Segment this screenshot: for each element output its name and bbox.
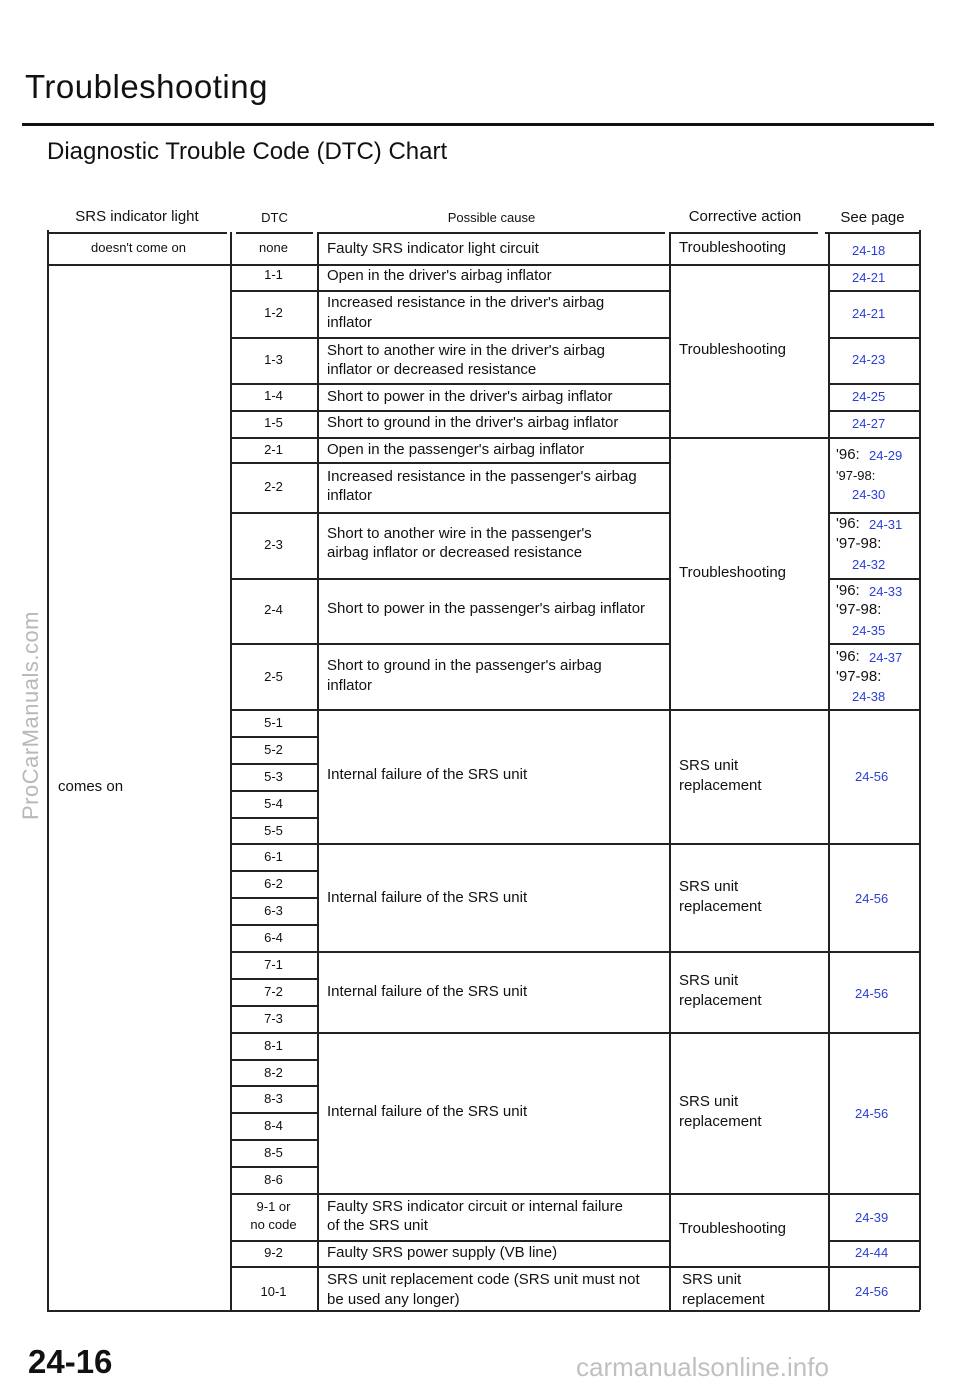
- year-label: '96:: [836, 515, 860, 532]
- action-text: SRS unit: [679, 757, 739, 774]
- row-divider: [317, 383, 669, 385]
- row-divider: [230, 978, 317, 980]
- action-text: replacement: [679, 777, 762, 794]
- row-divider: [669, 1266, 828, 1268]
- row-divider: [828, 290, 919, 292]
- row-divider: [230, 643, 317, 645]
- dtc-code: 6-1: [264, 849, 283, 864]
- page-link[interactable]: 24-23: [852, 352, 886, 367]
- action-text: Troubleshooting: [679, 1220, 787, 1237]
- row-divider: [669, 1193, 828, 1195]
- cause-text: inflator: [327, 677, 373, 694]
- column-divider: [669, 232, 671, 1310]
- page-number: 24-16: [28, 1343, 113, 1380]
- chart-subtitle: Diagnostic Trouble Code (DTC) Chart: [47, 138, 448, 165]
- year-label: '97-98:: [836, 535, 882, 552]
- row-divider: [230, 951, 317, 953]
- header-srs-indicator: SRS indicator light: [75, 208, 199, 225]
- dtc-code: 9-1 or: [256, 1199, 291, 1214]
- dtc-code: none: [259, 240, 288, 255]
- dtc-code: 6-2: [264, 876, 283, 891]
- header-underline: [318, 232, 665, 234]
- row-divider: [828, 1032, 919, 1034]
- row-divider: [230, 763, 317, 765]
- header-underline: [825, 232, 920, 234]
- row-divider: [230, 337, 317, 339]
- row-divider: [317, 951, 669, 953]
- dtc-code: 6-3: [264, 903, 283, 918]
- row-divider: [317, 843, 669, 845]
- row-divider: [317, 643, 669, 645]
- page-link[interactable]: 24-18: [852, 243, 886, 258]
- cause-text: Internal failure of the SRS unit: [327, 983, 528, 1000]
- cause-text: inflator or decreased resistance: [327, 361, 537, 378]
- row-divider: [828, 709, 919, 711]
- row-divider: [230, 843, 317, 845]
- row-divider: [317, 337, 669, 339]
- page-link[interactable]: 24-33: [869, 584, 903, 599]
- row-divider: [828, 383, 919, 385]
- dtc-code: 2-2: [264, 479, 283, 494]
- page-link[interactable]: 24-56: [855, 1284, 889, 1299]
- dtc-code: 1-2: [264, 305, 283, 320]
- cause-text: inflator: [327, 487, 373, 504]
- footer-site: carmanualsonline.info: [576, 1352, 829, 1382]
- cause-text: Internal failure of the SRS unit: [327, 766, 528, 783]
- table-bottom-border: [47, 1310, 920, 1312]
- page-link[interactable]: 24-30: [852, 487, 886, 502]
- dtc-code: 9-2: [264, 1245, 283, 1260]
- dtc-code: 1-5: [264, 415, 283, 430]
- srs-state-off: doesn't come on: [91, 240, 186, 255]
- page-link[interactable]: 24-56: [855, 986, 889, 1001]
- year-label: '97-98:: [836, 468, 876, 483]
- cause-text: Internal failure of the SRS unit: [327, 1103, 528, 1120]
- cause-text: airbag inflator or decreased resistance: [327, 544, 583, 561]
- row-divider: [828, 1240, 919, 1242]
- page-link[interactable]: 24-32: [852, 557, 886, 572]
- header-dtc: DTC: [261, 210, 288, 225]
- row-divider: [230, 1139, 317, 1141]
- row-divider: [230, 1059, 317, 1061]
- dtc-code: 7-3: [264, 1011, 283, 1026]
- page-link[interactable]: 24-38: [852, 689, 886, 704]
- row-divider: [828, 410, 919, 412]
- cause-text: Internal failure of the SRS unit: [327, 889, 528, 906]
- page-link[interactable]: 24-21: [852, 270, 886, 285]
- row-divider: [828, 951, 919, 953]
- row-divider: [317, 512, 669, 514]
- dtc-code: no code: [250, 1217, 297, 1232]
- dtc-code: 7-1: [264, 957, 283, 972]
- action-text: Troubleshooting: [679, 341, 787, 358]
- cause-text: Faulty SRS indicator circuit or internal failure: [327, 1198, 623, 1215]
- page-link[interactable]: 24-25: [852, 389, 886, 404]
- page-title: Troubleshooting: [25, 68, 268, 105]
- cause-text: Increased resistance in the passenger's airbag: [327, 468, 637, 485]
- year-label: '96:: [836, 446, 860, 463]
- row-divider: [828, 1266, 919, 1268]
- row-divider: [230, 1193, 317, 1195]
- dtc-code: 2-4: [264, 602, 283, 617]
- dtc-code: 2-3: [264, 537, 283, 552]
- action-text: Troubleshooting: [679, 239, 787, 256]
- action-text: replacement: [682, 1291, 765, 1308]
- dtc-code: 2-5: [264, 669, 283, 684]
- cause-text: Increased resistance in the driver's airbag: [327, 294, 605, 311]
- cause-text: Faulty SRS power supply (VB line): [327, 1244, 558, 1261]
- column-divider: [828, 232, 830, 1310]
- row-divider: [230, 437, 317, 439]
- dtc-code: 1-4: [264, 388, 283, 403]
- cause-text: SRS unit replacement code (SRS unit must not: [327, 1271, 640, 1288]
- dtc-code: 5-2: [264, 742, 283, 757]
- row-divider: [230, 1005, 317, 1007]
- dtc-code: 5-3: [264, 769, 283, 784]
- action-text: replacement: [679, 1113, 762, 1130]
- header-underline: [236, 232, 313, 234]
- dtc-code: 5-1: [264, 715, 283, 730]
- row-divider: [669, 1032, 828, 1034]
- row-divider: [230, 790, 317, 792]
- action-text: SRS unit: [682, 1271, 742, 1288]
- cause-text: Faulty SRS indicator light circuit: [327, 240, 539, 257]
- row-divider: [230, 736, 317, 738]
- cause-text: Open in the driver's airbag inflator: [327, 267, 552, 284]
- row-divider: [669, 437, 828, 439]
- row-divider: [828, 264, 919, 266]
- header-underline: [47, 232, 227, 234]
- cause-text: Open in the passenger's airbag inflator: [327, 441, 585, 458]
- row-divider: [828, 643, 919, 645]
- row-divider: [828, 337, 919, 339]
- row-divider: [230, 897, 317, 899]
- row-divider: [317, 437, 669, 439]
- cause-text: Short to power in the passenger's airbag inflator: [327, 600, 646, 617]
- row-divider: [317, 290, 669, 292]
- row-divider: [669, 843, 828, 845]
- dtc-code: 8-2: [264, 1065, 283, 1080]
- row-divider: [317, 1240, 669, 1242]
- row-divider: [669, 951, 828, 953]
- page-link[interactable]: 24-29: [869, 448, 903, 463]
- row-divider: [317, 1032, 669, 1034]
- page-link[interactable]: 24-39: [855, 1210, 889, 1225]
- page-link[interactable]: 24-21: [852, 306, 886, 321]
- row-divider: [828, 1193, 919, 1195]
- row-divider: [230, 1112, 317, 1114]
- row-divider: [317, 1266, 669, 1268]
- row-divider: [317, 410, 669, 412]
- row-divider: [828, 578, 919, 580]
- row-divider: [230, 578, 317, 580]
- dtc-code: 8-3: [264, 1091, 283, 1106]
- year-label: '97-98:: [836, 668, 882, 685]
- row-divider: [230, 410, 317, 412]
- header-possible-cause: Possible cause: [447, 210, 536, 225]
- dtc-code: 8-4: [264, 1118, 283, 1133]
- row-divider: [230, 1240, 317, 1242]
- row-divider: [828, 437, 919, 439]
- dtc-code: 6-4: [264, 930, 283, 945]
- dtc-code: 8-1: [264, 1038, 283, 1053]
- year-label: '96:: [836, 582, 860, 599]
- dtc-code: 5-4: [264, 796, 283, 811]
- cause-text: Short to ground in the passenger's airbag: [327, 657, 602, 674]
- page-link[interactable]: 24-31: [869, 517, 903, 532]
- header-see-page: See page: [840, 209, 905, 226]
- row-divider: [230, 817, 317, 819]
- page-link[interactable]: 24-37: [869, 650, 903, 665]
- page-link[interactable]: 24-44: [855, 1245, 889, 1260]
- dtc-code: 8-5: [264, 1145, 283, 1160]
- page-link[interactable]: 24-35: [852, 623, 886, 638]
- row-divider: [669, 709, 828, 711]
- row-divider: [230, 1266, 317, 1268]
- cause-text: Short to another wire in the passenger's: [327, 525, 592, 542]
- row-divider: [317, 709, 669, 711]
- title-rule: [22, 123, 934, 126]
- row-divider: [230, 462, 317, 464]
- row-divider: [230, 290, 317, 292]
- row-divider: [828, 843, 919, 845]
- row-divider: [47, 264, 230, 266]
- page-link[interactable]: 24-56: [855, 1106, 889, 1121]
- row-divider: [230, 1085, 317, 1087]
- action-text: SRS unit: [679, 1093, 739, 1110]
- action-text: replacement: [679, 992, 762, 1009]
- action-text: SRS unit: [679, 878, 739, 895]
- year-label: '96:: [836, 648, 860, 665]
- row-divider: [230, 512, 317, 514]
- row-divider: [317, 462, 669, 464]
- cause-text: Short to another wire in the driver's airbag: [327, 342, 606, 359]
- row-divider: [317, 578, 669, 580]
- watermark: ProCarManuals.com: [18, 610, 43, 820]
- cause-text: inflator: [327, 314, 373, 331]
- dtc-code: 1-3: [264, 352, 283, 367]
- dtc-code: 7-2: [264, 984, 283, 999]
- srs-state-on: comes on: [58, 778, 124, 795]
- row-divider: [230, 870, 317, 872]
- dtc-code: 2-1: [264, 442, 283, 457]
- column-divider: [317, 232, 319, 1310]
- header-corrective-action: Corrective action: [688, 208, 802, 225]
- action-text: SRS unit: [679, 972, 739, 989]
- dtc-code: 1-1: [264, 267, 283, 282]
- page-link[interactable]: 24-56: [855, 891, 889, 906]
- row-divider: [669, 264, 828, 266]
- table-left-border: [47, 230, 49, 1310]
- table-right-border: [919, 230, 921, 1310]
- row-divider: [230, 383, 317, 385]
- action-text: replacement: [679, 898, 762, 915]
- page-link[interactable]: 24-56: [855, 769, 889, 784]
- row-divider: [230, 924, 317, 926]
- cause-text: of the SRS unit: [327, 1217, 428, 1234]
- row-divider: [230, 709, 317, 711]
- cause-text: be used any longer): [327, 1291, 460, 1308]
- cause-text: Short to power in the driver's airbag inflator: [327, 388, 613, 405]
- row-divider: [230, 1166, 317, 1168]
- row-divider: [230, 1032, 317, 1034]
- page-link[interactable]: 24-27: [852, 416, 886, 431]
- dtc-code: 8-6: [264, 1172, 283, 1187]
- row-divider: [317, 1193, 669, 1195]
- dtc-code: 10-1: [260, 1284, 287, 1299]
- cause-text: Short to ground in the driver's airbag inflator: [327, 414, 619, 431]
- header-underline: [670, 232, 818, 234]
- dtc-code: 5-5: [264, 823, 283, 838]
- action-text: Troubleshooting: [679, 564, 787, 581]
- year-label: '97-98:: [836, 601, 882, 618]
